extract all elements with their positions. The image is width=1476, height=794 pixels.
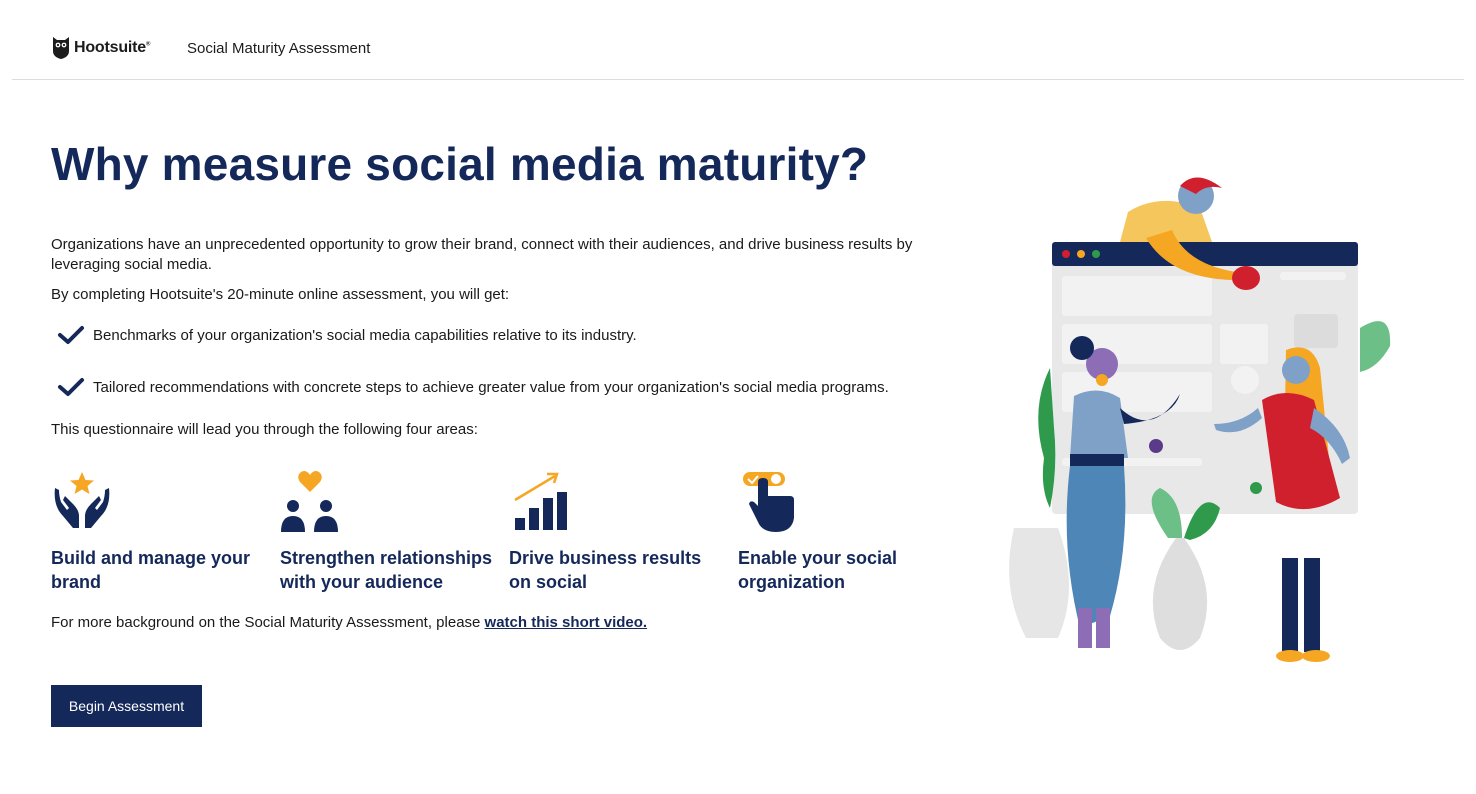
people-heart-icon — [280, 470, 350, 534]
bar-chart-growth-icon — [509, 470, 579, 534]
area-brand — [51, 470, 266, 594]
area-label: Drive business results on social — [509, 548, 702, 592]
area-label: Build and manage your brand — [51, 548, 251, 592]
page-title: Why measure social media maturity? — [51, 138, 869, 190]
areas-intro: This questionnaire will lead you through the following four areas: — [51, 421, 478, 438]
area-label: Enable your social organization — [738, 548, 898, 592]
begin-assessment-button[interactable]: Begin Assessment — [51, 685, 202, 727]
benefit-item — [57, 324, 637, 346]
area-relationships — [280, 470, 495, 594]
hootsuite-logo[interactable] — [52, 37, 150, 59]
benefit-text: Tailored recommendations with concrete steps to achieve greater value from your organization's social media programs. — [93, 378, 889, 396]
area-business-results — [509, 470, 724, 594]
hand-pointer-icon — [738, 470, 808, 534]
header-title: Social Maturity Assessment — [187, 40, 371, 57]
video-link[interactable]: watch this short video. — [484, 614, 648, 631]
benefit-item — [57, 376, 889, 398]
benefit-text: Benchmarks of your organization's social media capabilities relative to its industry. — [93, 326, 637, 344]
team-collaboration-illustration — [1000, 168, 1400, 668]
checkmark-icon — [57, 376, 85, 398]
more-info-prefix: For more background on the Social Maturity Assessment, please — [51, 614, 485, 631]
checkmark-icon — [57, 324, 85, 346]
top-header — [12, 0, 1464, 80]
area-social-organization — [738, 470, 953, 594]
intro-paragraph: Organizations have an unprecedented opportunity to grow their brand, connect with their audiences, and drive business results by leveraging social media. — [51, 236, 913, 273]
owl-icon — [52, 37, 70, 59]
more-info-text — [51, 613, 647, 633]
lead-paragraph: By completing Hootsuite's 20-minute online assessment, you will get: — [51, 286, 510, 303]
logo-text: Hootsuite® — [74, 39, 151, 56]
hands-star-icon — [51, 470, 121, 534]
area-label: Strengthen relationships with your audience — [280, 548, 493, 592]
